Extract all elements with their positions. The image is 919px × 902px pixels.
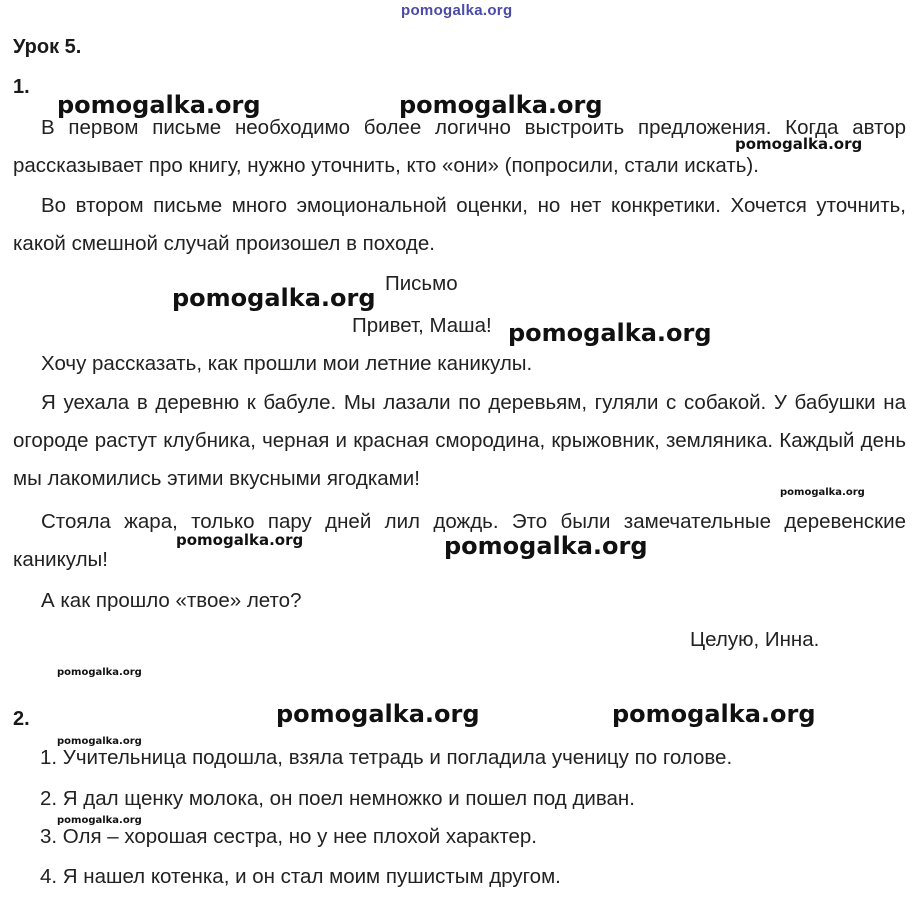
task-1-paragraph: В первом письме необходимо более логично выстроить предложения. Когда автор рассказывает про книгу, нужно уточнить, кто «они» (попросили, стали искать). xyxy=(13,116,906,177)
letter-signature: Целую, Инна. xyxy=(690,628,820,651)
watermark: pomogalka.org xyxy=(57,667,142,678)
letter-greeting: Привет, Маша! xyxy=(352,314,492,337)
watermark: pomogalka.org xyxy=(399,91,603,119)
watermark: pomogalka.org xyxy=(172,284,376,312)
task-1-number: 1. xyxy=(13,76,30,98)
task-2-sentence: 3. Оля – хорошая сестра, но у нее плохой характер. xyxy=(40,825,538,848)
watermark: pomogalka.org xyxy=(444,532,648,560)
watermark: pomogalka.org xyxy=(780,487,865,498)
task-1-paragraph: Во втором письме много эмоциональной оценки, но нет конкретики. Хочется уточнить, какой смешной случай произошел в походе. xyxy=(13,194,906,255)
task-2-sentence: 4. Я нашел котенка, и он стал моим пушистым другом. xyxy=(40,865,561,888)
watermark: pomogalka.org xyxy=(176,531,304,549)
watermark: pomogalka.org xyxy=(508,319,712,347)
task-2-number: 2. xyxy=(13,708,30,730)
watermark: pomogalka.org xyxy=(57,91,261,119)
letter-paragraph: Стояла жара, только пару дней лил дождь. Это были замечательные деревенские каникулы! xyxy=(13,510,906,571)
letter-title: Письмо xyxy=(385,272,458,295)
task-2-sentence: 2. Я дал щенку молока, он поел немножко и пошел под диван. xyxy=(40,787,635,810)
site-watermark-top: pomogalka.org xyxy=(401,2,513,19)
letter-paragraph: А как прошло «твое» лето? xyxy=(41,589,302,612)
task-2-sentence: 1. Учительница подошла, взяла тетрадь и погладила ученицу по голове. xyxy=(40,746,733,769)
lesson-title: Урок 5. xyxy=(13,36,82,58)
letter-paragraph: Хочу рассказать, как прошли мои летние каникулы. xyxy=(41,352,533,375)
watermark: pomogalka.org xyxy=(276,700,480,728)
watermark: pomogalka.org xyxy=(735,135,863,153)
watermark: pomogalka.org xyxy=(57,815,142,826)
watermark: pomogalka.org xyxy=(57,736,142,747)
letter-paragraph: Я уехала в деревню к бабуле. Мы лазали по деревьям, гуляли с собакой. У бабушки на огороде растут клубника, черная и красная смородина, крыжовник, земляника. Каждый день мы лакомились этими вкусными ягодками! xyxy=(13,391,906,490)
watermark: pomogalka.org xyxy=(612,700,816,728)
